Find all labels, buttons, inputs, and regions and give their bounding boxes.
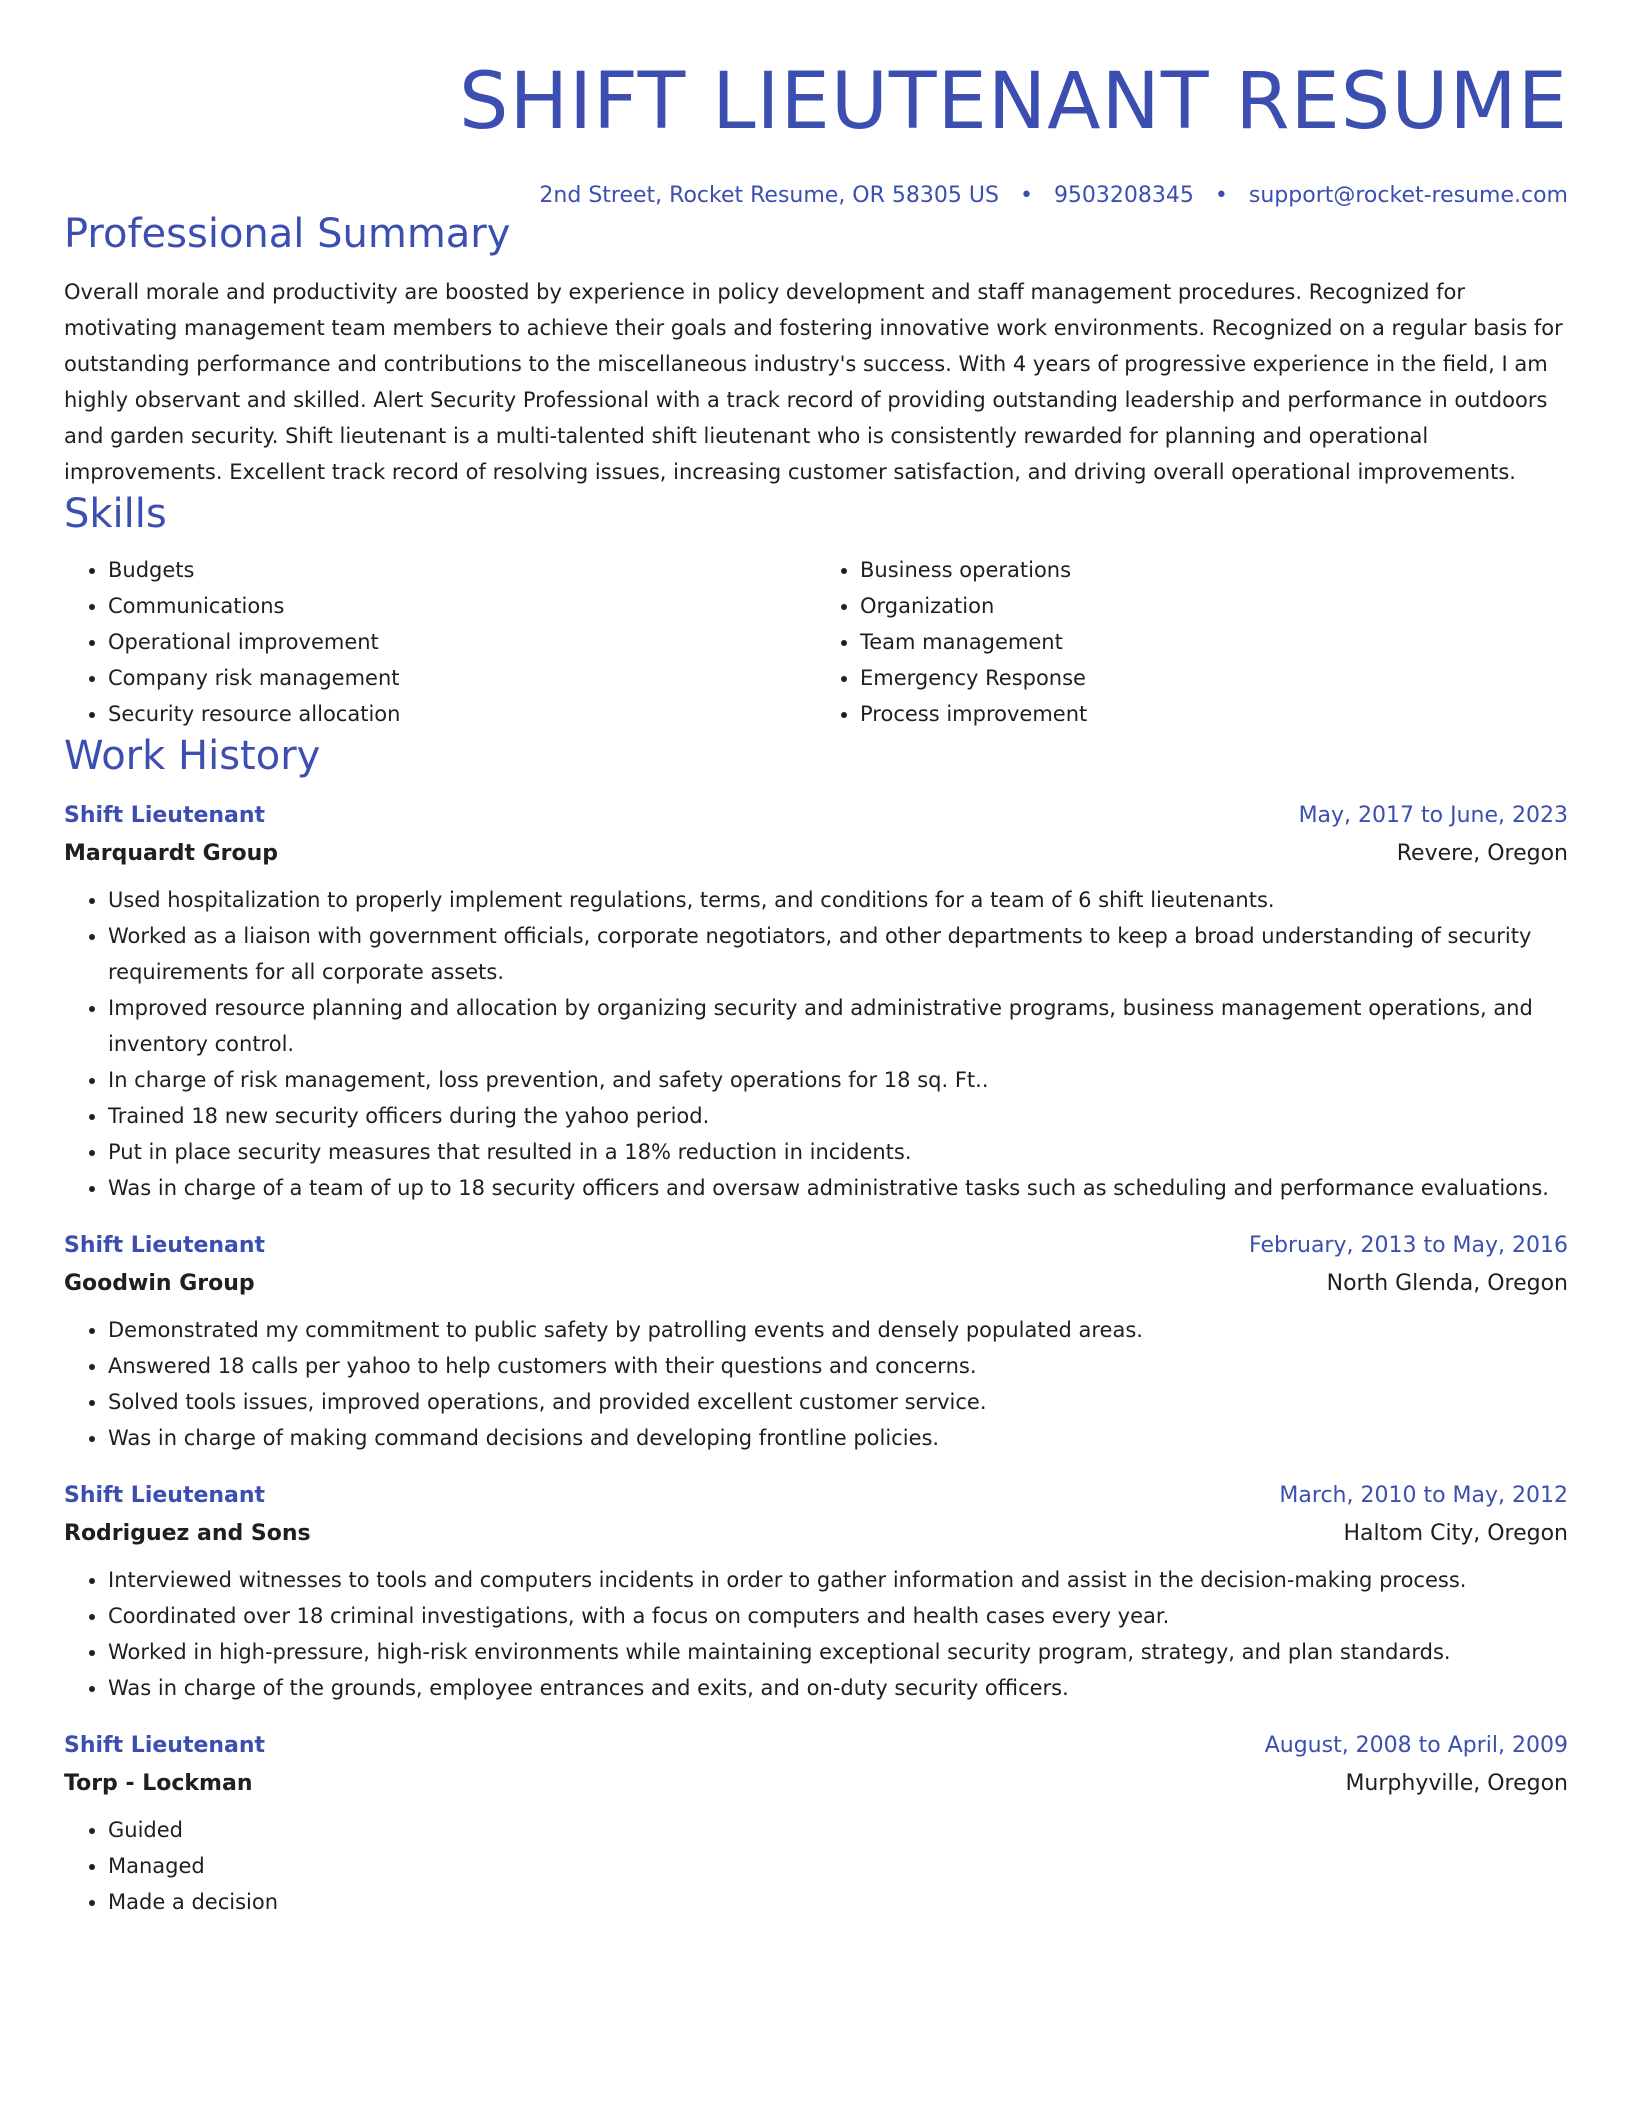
- job-company: Goodwin Group: [64, 1271, 255, 1296]
- contact-address: 2nd Street, Rocket Resume, OR 58305 US: [539, 183, 999, 208]
- job-bullet: • Was in charge of making command decisions and developing frontline policies.: [108, 1420, 1568, 1456]
- skills-column-right: [816, 552, 1568, 732]
- job-title: Shift Lieutenant: [64, 1733, 266, 1758]
- work-history-heading: Work History: [64, 733, 321, 779]
- contact-line: [64, 182, 1568, 210]
- job-title: Shift Lieutenant: [64, 803, 266, 828]
- job-bullet: • Made a decision: [108, 1884, 1568, 1920]
- skill-item: • Organization: [860, 588, 1568, 624]
- skill-item: • Company risk management: [108, 660, 816, 696]
- job-company: Rodriguez and Sons: [64, 1521, 311, 1546]
- skill-item: • Emergency Response: [860, 660, 1568, 696]
- job-bullet: • Used hospitalization to properly implement regulations, terms, and conditions for a team of 6 shift lieutenants.: [108, 882, 1568, 918]
- job-bullet: • Improved resource planning and allocation by organizing security and administrative programs, business management operations, and inventory control.: [108, 990, 1568, 1062]
- job-company: Marquardt Group: [64, 841, 279, 866]
- skill-item: • Operational improvement: [108, 624, 816, 660]
- job-bullet: • Was in charge of the grounds, employee entrances and exits, and on-duty security officers.: [108, 1670, 1568, 1706]
- job-dates: August, 2008 to April, 2009: [1264, 1733, 1568, 1758]
- skill-item: • Budgets: [108, 552, 816, 588]
- skill-item: • Team management: [860, 624, 1568, 660]
- job-bullet: • Solved tools issues, improved operations, and provided excellent customer service.: [108, 1384, 1568, 1420]
- resume-title: SHIFT LIEUTENANT RESUME: [458, 57, 1568, 147]
- job-title: Shift Lieutenant: [64, 1483, 266, 1508]
- skills-column-left: [64, 552, 816, 732]
- job-bullet: • Was in charge of a team of up to 18 security officers and oversaw administrative tasks such as scheduling and performance evaluations.: [108, 1170, 1568, 1206]
- job-bullet: • Trained 18 new security officers during the yahoo period.: [108, 1098, 1568, 1134]
- job-dates: February, 2013 to May, 2016: [1249, 1233, 1568, 1258]
- job-entry: [64, 1478, 1568, 1706]
- job-bullet: • Worked as a liaison with government officials, corporate negotiators, and other departments to keep a broad understanding of security requirements for all corporate assets.: [108, 918, 1568, 990]
- job-entry: [64, 1728, 1568, 1920]
- job-bullet: • Worked in high-pressure, high-risk environments while maintaining exceptional security program, strategy, and plan standards.: [108, 1634, 1568, 1670]
- contact-email: support@rocket-resume.com: [1248, 183, 1568, 208]
- job-location: North Glenda, Oregon: [1326, 1271, 1568, 1296]
- job-location: Murphyville, Oregon: [1345, 1771, 1568, 1796]
- job-bullet: • In charge of risk management, loss prevention, and safety operations for 18 sq. Ft..: [108, 1062, 1568, 1098]
- skill-item: • Communications: [108, 588, 816, 624]
- job-bullets: [64, 882, 1568, 1206]
- job-location: Revere, Oregon: [1396, 841, 1568, 866]
- contact-separator: •: [1019, 183, 1033, 208]
- contact-phone: 9503208345: [1053, 183, 1194, 208]
- job-location: Haltom City, Oregon: [1343, 1521, 1568, 1546]
- job-entry: [64, 1228, 1568, 1456]
- job-bullet: • Answered 18 calls per yahoo to help customers with their questions and concerns.: [108, 1348, 1568, 1384]
- job-bullets: [64, 1312, 1568, 1456]
- job-bullet: • Coordinated over 18 criminal investigations, with a focus on computers and health cases every year.: [108, 1598, 1568, 1634]
- job-entry: [64, 798, 1568, 1206]
- job-title: Shift Lieutenant: [64, 1233, 266, 1258]
- job-dates: March, 2010 to May, 2012: [1279, 1483, 1568, 1508]
- skills-heading: Skills: [64, 491, 167, 537]
- job-bullet: • Guided: [108, 1812, 1568, 1848]
- job-company: Torp - Lockman: [64, 1771, 253, 1796]
- summary-text: Overall morale and productivity are boosted by experience in policy development and staff management procedures. Recognized for motivating management team members to achieve their goals and fostering innovative work environments. Recognized on a regular basis for outstanding performance and contributions to the miscellaneous industry's success. With 4 years of progressive experience in the field, I am highly observant and skilled. Alert Security Professional with a track record of providing outstanding leadership and performance in outdoors and garden security. Shift lieutenant is a multi-talented shift lieutenant who is consistently rewarded for planning and operational improvements. Excellent track record of resolving issues, increasing customer satisfaction, and driving overall operational improvements.: [64, 280, 1563, 484]
- job-bullet: • Demonstrated my commitment to public safety by patrolling events and densely populated areas.: [108, 1312, 1568, 1348]
- job-bullet: • Managed: [108, 1848, 1568, 1884]
- summary-heading: Professional Summary: [64, 211, 511, 257]
- skill-item: • Process improvement: [860, 696, 1568, 732]
- contact-separator: •: [1214, 183, 1228, 208]
- skill-item: • Business operations: [860, 552, 1568, 588]
- job-bullet: • Interviewed witnesses to tools and computers incidents in order to gather information and assist in the decision-making process.: [108, 1562, 1568, 1598]
- skills-list: [64, 552, 1568, 732]
- job-dates: May, 2017 to June, 2023: [1298, 803, 1568, 828]
- work-history: [64, 798, 1568, 1920]
- job-bullets: [64, 1812, 1568, 1920]
- skill-item: • Security resource allocation: [108, 696, 816, 732]
- job-bullet: • Put in place security measures that resulted in a 18% reduction in incidents.: [108, 1134, 1568, 1170]
- job-bullets: [64, 1562, 1568, 1706]
